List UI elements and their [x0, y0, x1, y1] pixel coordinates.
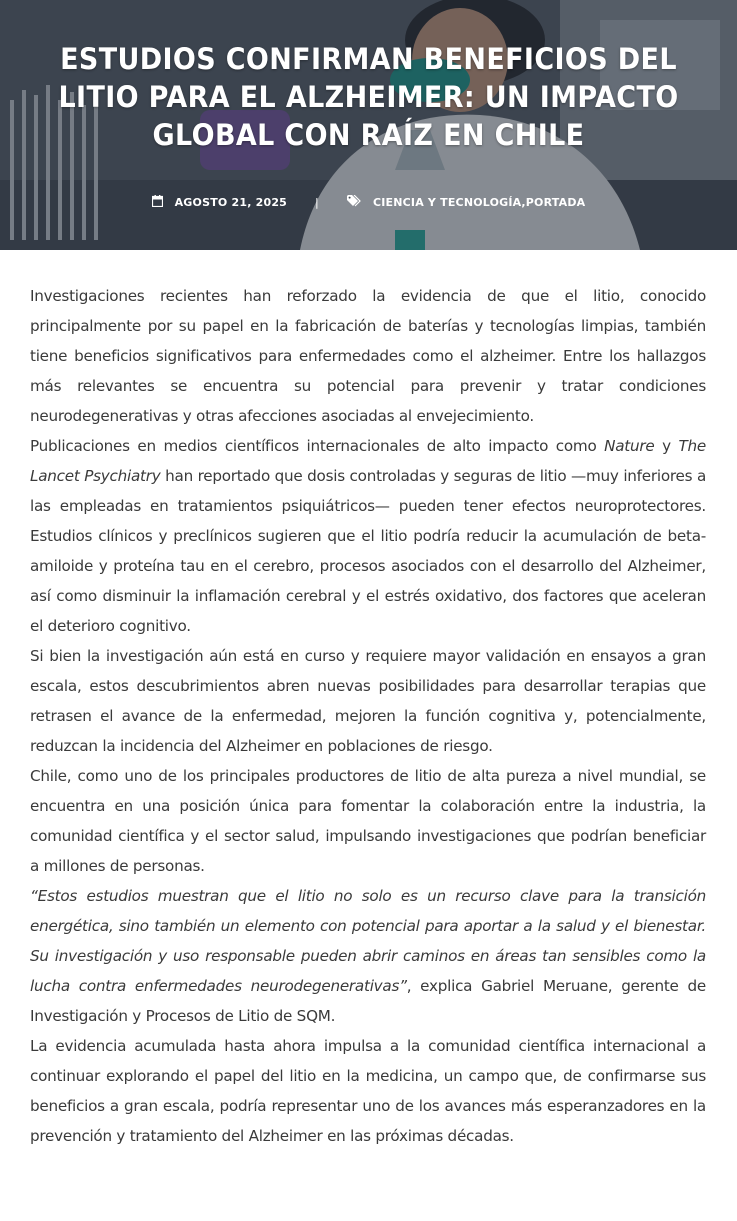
- paragraph-text: y: [654, 437, 679, 455]
- category-link-ciencia[interactable]: CIENCIA Y TECNOLOGÍA: [372, 195, 522, 209]
- paragraph-text: han reportado que dosis controladas y seguras de litio —muy inferiores a las empleadas en tratamientos psiquiátricos— pueden tener efectos neuroprotectores. Estudios clínicos y preclínicos sugieren que el litio podría reducir la acumulación de beta-amiloide y proteína tau en el cerebro, procesos asociados con el desarrollo del Alzheimer, así como disminuir la inflamación cerebral y el estrés oxidativo, dos factores que aceleran el deterioro cognitivo.: [30, 467, 706, 635]
- article-paragraph-6: La evidencia acumulada hasta ahora impulsa a la comunidad científica internacional a continuar explorando el papel del litio en la medicina, un campo que, de confirmarse sus beneficios a gran escala, podría representar uno de los avances más esperanzadores en la prevención y tratamiento del Alzheimer en las próximas décadas.: [30, 1037, 706, 1145]
- journal-nature: Nature: [604, 437, 655, 455]
- hero-banner: [0, 0, 737, 250]
- article-paragraph-5: [30, 881, 706, 1031]
- post-date: [152, 195, 287, 210]
- meta-separator: |: [315, 195, 319, 209]
- article-body: [30, 281, 706, 1151]
- article-paragraph-3: Si bien la investigación aún está en curso y requiere mayor validación en ensayos a gran escala, estos descubrimientos abren nuevas posibilidades para desarrollar terapias que retrasen el avance de la enfermedad, mejoren la función cognitiva y, potencialmente, reduzcan la incidencia del Alzheimer en poblaciones de riesgo.: [30, 647, 706, 755]
- paragraph-text: Publicaciones en medios científicos internacionales de alto impacto como: [30, 437, 605, 455]
- category-link-portada[interactable]: PORTADA: [525, 195, 586, 209]
- journal-lancet: The Lancet Psychiatry: [30, 437, 706, 485]
- tag-icon: [347, 195, 361, 210]
- quote-attribution: , explica Gabriel Meruane, gerente de Investigación y Procesos de Litio de SQM.: [30, 977, 706, 1025]
- post-date-text: AGOSTO 21, 2025: [174, 195, 288, 209]
- post-categories: [347, 195, 585, 210]
- article-paragraph-4: Chile, como uno de los principales productores de litio de alta pureza a nivel mundial, se encuentra en una posición única para fomentar la colaboración entre la industria, la comunidad científica y el sector salud, impulsando investigaciones que podrían beneficiar a millones de personas.: [30, 767, 706, 875]
- calendar-icon: [152, 195, 163, 210]
- article-paragraph-2: [30, 431, 706, 641]
- article-paragraph-1: Investigaciones recientes han reforzado la evidencia de que el litio, conocido principalmente por su papel en la fabricación de baterías y tecnologías limpias, también tiene beneficios significativos para enfermedades como el alzheimer. Entre los hallazgos más relevantes se encuentra su potencial para prevenir y tratar condiciones neurodegenerativas y otras afecciones asociadas al envejecimiento.: [30, 287, 706, 425]
- quote-text: “Estos estudios muestran que el litio no solo es un recurso clave para la transición energética, sino también un elemento con potencial para aportar a la salud y el bienestar. Su investigación y uso responsable pueden abrir caminos en áreas tan sensibles como la lucha contra enfermedades neurodegenerativas”: [30, 887, 706, 995]
- article-title: ESTUDIOS CONFIRMAN BENEFICIOS DEL LITIO PARA EL ALZHEIMER: UN IMPACTO GLOBAL CON RAÍZ EN CHILE: [58, 42, 679, 152]
- post-meta: [0, 192, 737, 212]
- category-separator: ,: [521, 195, 526, 209]
